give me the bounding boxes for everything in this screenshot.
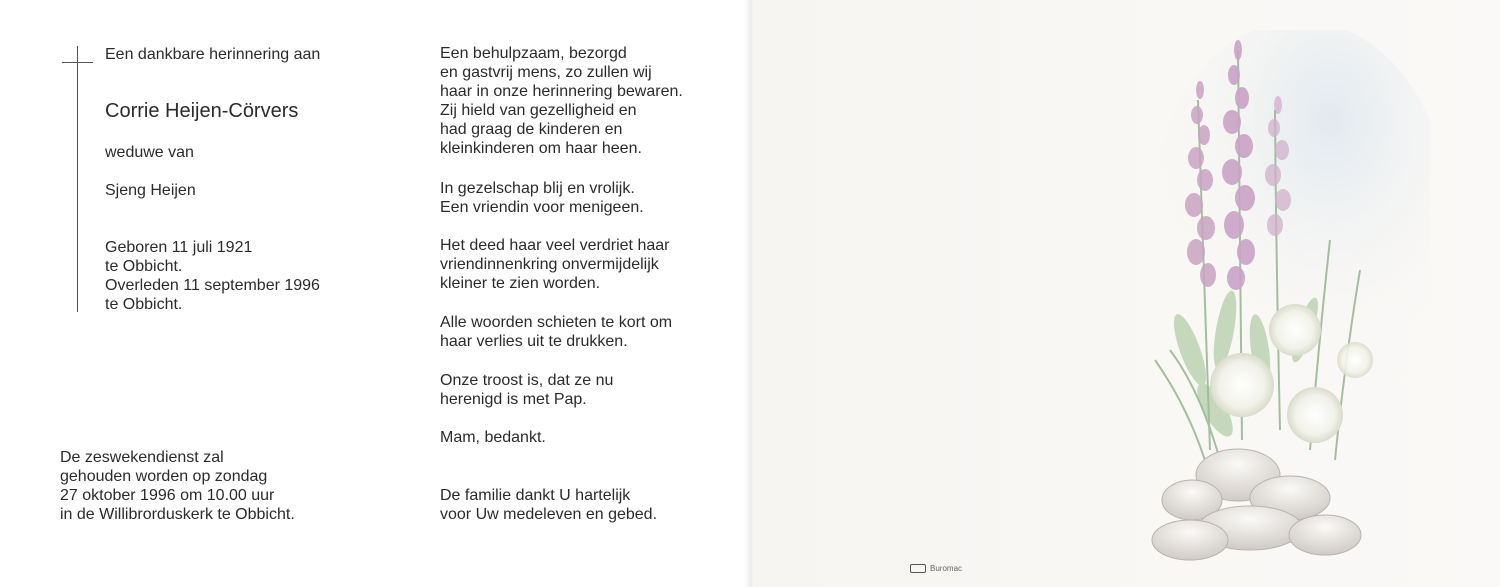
poem-line: had graag de kinderen en bbox=[440, 121, 623, 138]
poem-line: haar verlies uit te drukken. bbox=[440, 333, 628, 350]
service-line: De zeswekendienst zal bbox=[60, 449, 224, 466]
poem-stanza bbox=[440, 428, 546, 447]
poem-line: Onze troost is, dat ze nu bbox=[440, 372, 614, 389]
poem-stanza bbox=[440, 44, 683, 158]
service-notice bbox=[60, 448, 295, 524]
poem-line: kleiner te zien worden. bbox=[440, 275, 601, 292]
intro-text: Een dankbare herinnering aan bbox=[105, 46, 321, 63]
poem-line: herenigd is met Pap. bbox=[440, 391, 587, 408]
rocks bbox=[1152, 449, 1361, 560]
service-line: 27 oktober 1996 om 10.00 uur bbox=[60, 487, 275, 504]
life-detail-line: Overleden 11 september 1996 bbox=[105, 277, 320, 294]
poem-stanza bbox=[440, 236, 669, 293]
poem-line: vriendinnenkring onvermijdelijk bbox=[440, 256, 659, 273]
deceased-name: Corrie Heijen-Cörvers bbox=[105, 100, 299, 122]
poem-line: Mam, bedankt. bbox=[440, 429, 546, 446]
poem-stanza bbox=[440, 313, 672, 351]
service-line: gehouden worden op zondag bbox=[60, 468, 268, 485]
poem-line: Alle woorden schieten te kort om bbox=[440, 314, 673, 331]
service-line: in de Willibrorduskerk te Obbicht. bbox=[60, 506, 295, 523]
poem-line: Zij hield van gezelligheid en bbox=[440, 102, 637, 119]
poem-stanza bbox=[440, 371, 613, 409]
life-detail-line: te Obbicht. bbox=[105, 296, 183, 313]
poem-line: Het deed haar veel verdriet haar bbox=[440, 237, 670, 254]
flower-illustration bbox=[1130, 30, 1430, 575]
poem-stanza bbox=[440, 179, 644, 217]
life-detail-line: Geboren 11 juli 1921 bbox=[105, 239, 253, 256]
life-detail-line: te Obbicht. bbox=[105, 258, 183, 275]
poem-line: In gezelschap blij en vrolijk. bbox=[440, 180, 635, 197]
closing-line: voor Uw medeleven en gebed. bbox=[440, 506, 658, 523]
closing-thanks bbox=[440, 486, 657, 524]
life-details bbox=[105, 238, 320, 314]
buromac-logo-icon bbox=[910, 564, 926, 573]
poem-line: haar in onze herinnering bewaren. bbox=[440, 83, 683, 100]
closing-line: De familie dankt U hartelijk bbox=[440, 487, 631, 504]
white-flower bbox=[1210, 353, 1274, 417]
white-flower bbox=[1337, 342, 1373, 378]
poem-line: en gastvrij mens, zo zullen wij bbox=[440, 64, 652, 81]
poem-line: Een vriendin voor menigeen. bbox=[440, 199, 644, 216]
white-flower bbox=[1287, 387, 1343, 443]
publisher-label: Buromac bbox=[930, 564, 963, 573]
cross-icon bbox=[77, 46, 78, 312]
white-flower bbox=[1269, 304, 1321, 356]
publisher-mark bbox=[910, 564, 962, 573]
card-fold bbox=[744, 0, 754, 587]
poem-line: kleinkinderen om haar heen. bbox=[440, 140, 642, 157]
poem-line: Een behulpzaam, bezorgd bbox=[440, 45, 627, 62]
cross-icon-bar bbox=[62, 62, 93, 63]
spouse-name: Sjeng Heijen bbox=[105, 182, 196, 199]
relation-text: weduwe van bbox=[105, 144, 194, 161]
